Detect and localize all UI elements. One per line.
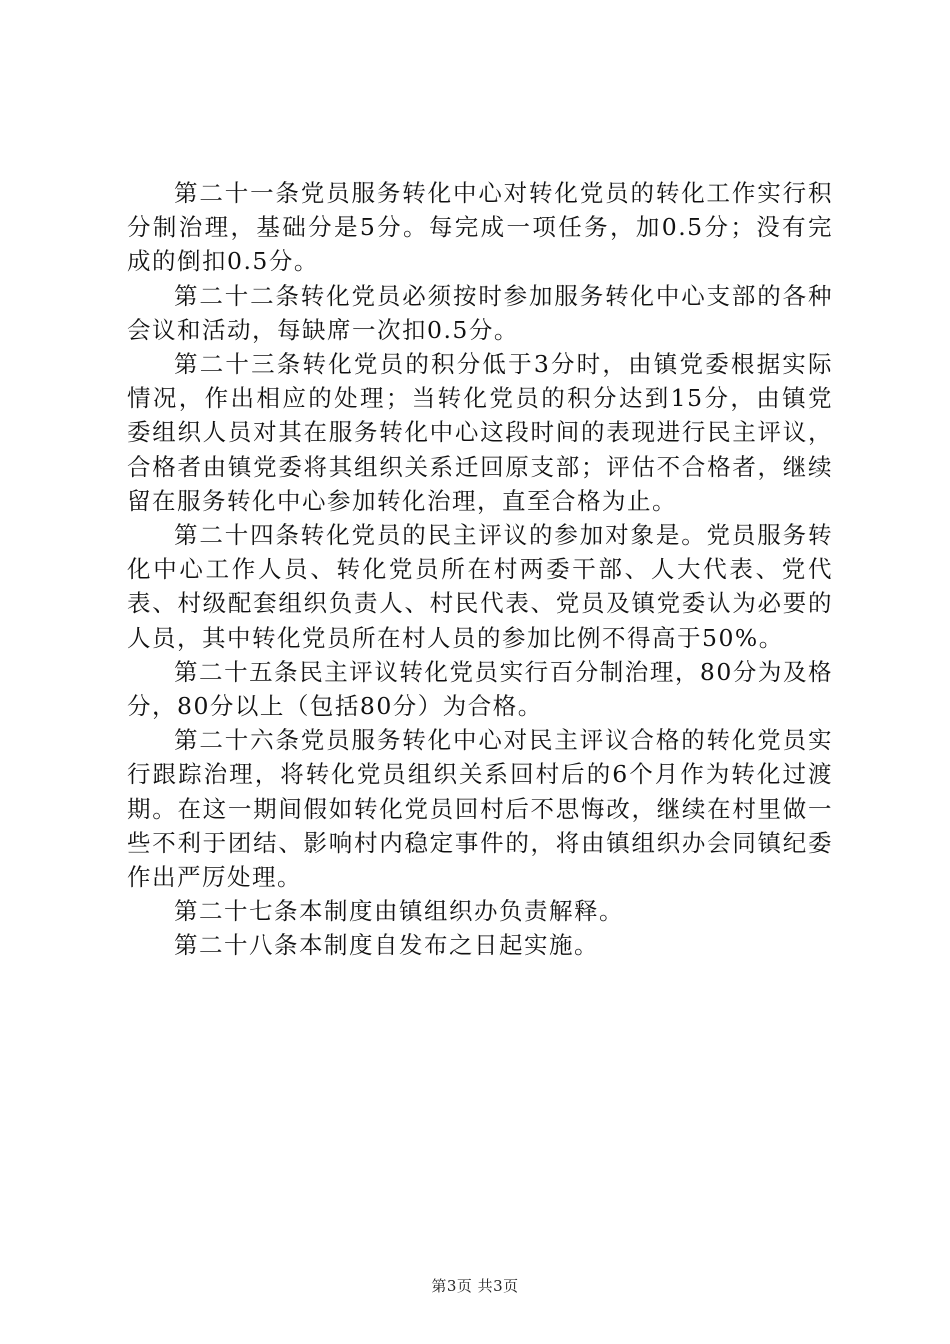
document-body — [127, 176, 833, 963]
page-footer — [0, 1276, 950, 1296]
page-number-indicator: 第3页 共3页 — [431, 1277, 519, 1295]
article-21-paragraph: 第二十一条党员服务转化中心对转化党员的转化工作实行积分制治理，基础分是5分。每完成一项任务，加0.5分；没有完成的倒扣0.5分。 — [127, 179, 833, 276]
article-23-paragraph: 第二十三条转化党员的积分低于3分时，由镇党委根据实际情况，作出相应的处理；当转化党员的积分达到15分，由镇党委组织人员对其在服务转化中心这段时间的表现进行民主评议，合格者由镇党委将其组织关系迁回原支部；评估不合格者，继续留在服务转化中心参加转化治理，直至合格为止。 — [127, 350, 833, 515]
article-22-paragraph: 第二十二条转化党员必须按时参加服务转化中心支部的各种会议和活动，每缺席一次扣0.5分。 — [127, 281, 833, 344]
article-27-paragraph: 第二十七条本制度由镇组织办负责解释。 — [174, 897, 624, 926]
article-26-paragraph: 第二十六条党员服务转化中心对民主评议合格的转化党员实行跟踪治理，将转化党员组织关系回村后的6个月作为转化过渡期。在这一期间假如转化党员回村后不思悔改，继续在村里做一些不利于团结、影响村内稳定事件的，将由镇组织办会同镇纪委作出严厉处理。 — [127, 726, 833, 892]
article-28-paragraph: 第二十八条本制度自发布之日起实施。 — [174, 931, 599, 960]
article-24-paragraph: 第二十四条转化党员的民主评议的参加对象是。党员服务转化中心工作人员、转化党员所在村两委干部、人大代表、党代表、村级配套组织负责人、村民代表、党员及镇党委认为必要的人员，其中转化党员所在村人员的参加比例不得高于50%。 — [127, 521, 833, 652]
article-25-paragraph: 第二十五条民主评议转化党员实行百分制治理，80分为及格分，80分以上（包括80分）为合格。 — [127, 657, 833, 721]
